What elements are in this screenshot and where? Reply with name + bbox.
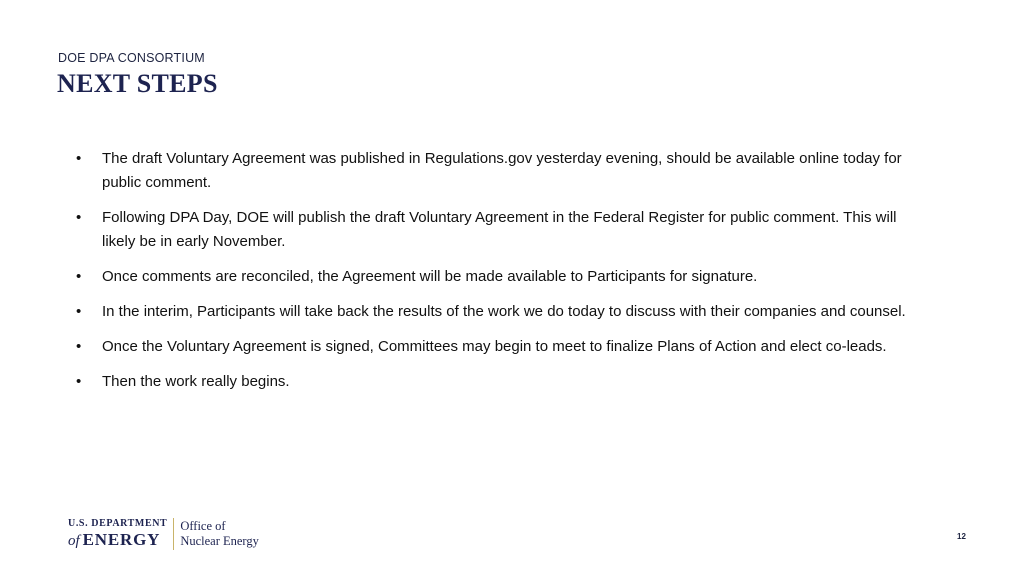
bullet-dot-icon: • <box>76 338 82 355</box>
bullet-item <box>76 370 926 394</box>
bullet-text: Once the Voluntary Agreement is signed, Committees may begin to meet to finalize Plans of Action and elect co-leads. <box>102 338 887 355</box>
bullet-text: In the interim, Participants will take back the results of the work we do today to discuss with their companies and counsel. <box>102 303 906 320</box>
bullet-dot-icon: • <box>76 373 82 390</box>
page-number: 12 <box>957 532 966 541</box>
slide-kicker: DOE DPA CONSORTIUM <box>58 51 205 65</box>
bullet-item <box>76 206 926 254</box>
bullet-dot-icon: • <box>76 268 82 285</box>
bullet-item <box>76 335 926 359</box>
slide-title: NEXT STEPS <box>57 69 218 98</box>
bullet-text: Following DPA Day, DOE will publish the draft Voluntary Agreement in the Federal Register for public comment. This will likely be in early November. <box>102 209 897 250</box>
office-wordmark <box>180 518 259 550</box>
logo-energy: ENERGY <box>82 530 161 549</box>
logo-of: of <box>68 533 80 549</box>
bullet-text: Once comments are reconciled, the Agreement will be made available to Participants for signature. <box>102 268 758 285</box>
logo-office-line2: Nuclear Energy <box>180 534 259 548</box>
bullet-item <box>76 300 926 324</box>
bullet-item <box>76 147 926 195</box>
logo-energy-line <box>68 531 167 550</box>
logo-dept-line: U.S. DEPARTMENT <box>68 518 168 529</box>
bullet-dot-icon: • <box>76 303 82 320</box>
doe-wordmark <box>68 518 173 550</box>
logo-divider <box>173 518 174 550</box>
bullet-text: Then the work really begins. <box>102 373 290 390</box>
bullet-item <box>76 265 926 289</box>
logo-office-line1: Office of <box>180 519 226 533</box>
bullet-text: The draft Voluntary Agreement was published in Regulations.gov yesterday evening, should be available online today for public comment. <box>102 150 902 191</box>
bullet-dot-icon: • <box>76 209 82 226</box>
bullet-dot-icon: • <box>76 150 82 167</box>
doe-ne-logo <box>68 518 259 550</box>
bullet-list <box>76 147 926 405</box>
